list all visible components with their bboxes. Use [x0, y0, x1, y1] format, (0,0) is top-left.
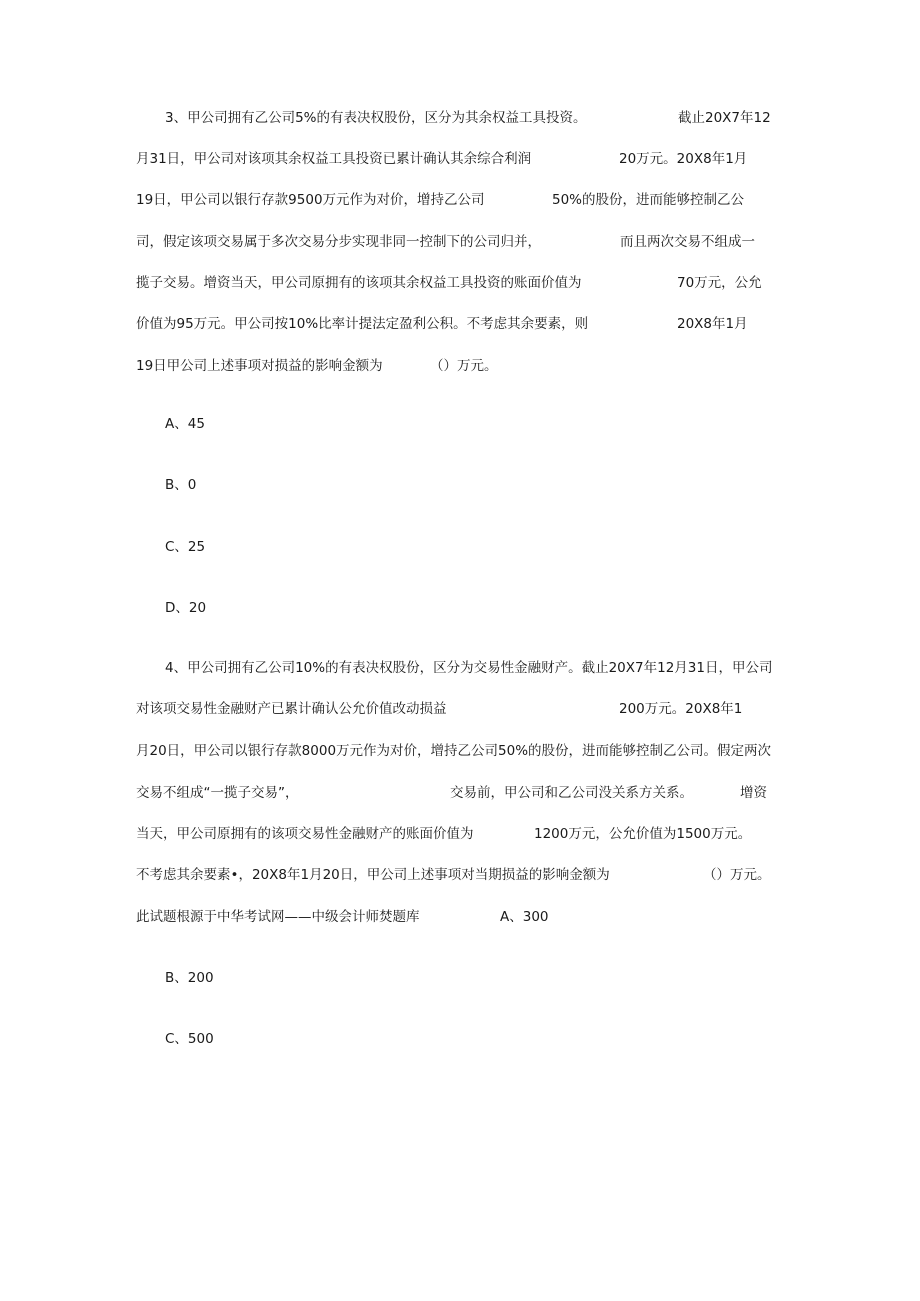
- q3-line-3: [0, 190, 920, 210]
- q4-line-6-b: （）万元。: [703, 867, 771, 883]
- q3-option-a: [0, 414, 920, 434]
- q4-line-5-b: 1200万元，公允价值为1500万元。: [534, 826, 752, 842]
- q4-source-note: 此试题根源于中华考试网——中级会计师焚题库: [136, 909, 420, 925]
- q4-option-b: [0, 968, 920, 988]
- q3-line-4-a: 司，假定该项交易属于多次交易分步实现非同一控制下的公司归并，: [136, 234, 541, 250]
- q3-line-1: [0, 108, 920, 128]
- q4-option-a-label: A、300: [500, 909, 549, 925]
- q4-line-5: [0, 824, 920, 844]
- q4-option-b-label: B、200: [165, 970, 214, 986]
- q3-option-c: [0, 537, 920, 557]
- q3-option-d-label: D、20: [165, 600, 207, 616]
- q3-line-7-b: （）万元。: [430, 358, 498, 374]
- q3-line-1-a: 3、甲公司拥有乙公司5%的有表决权股份，区分为其余权益工具投资。: [165, 110, 587, 126]
- q3-line-6-b: 20X8年1月: [677, 316, 748, 332]
- q3-line-7: [0, 356, 920, 376]
- q3-line-5: [0, 273, 920, 293]
- q3-line-4: [0, 232, 920, 252]
- q3-line-6: [0, 314, 920, 334]
- q3-line-2: [0, 149, 920, 169]
- q3-line-1-b: 截止20X7年12: [678, 110, 771, 126]
- q3-line-2-b: 20万元。20X8年1月: [619, 151, 748, 167]
- q4-line-1-a: 4、甲公司拥有乙公司10%的有表决权股份，区分为交易性金融财产。截止20X7年12月31日，甲公司: [165, 660, 773, 676]
- q4-line-6-a: 不考虑其余要素•，20X8年1月20日，甲公司上述事项对当期损益的影响金额为: [136, 867, 610, 883]
- q4-line-4-b: 交易前，甲公司和乙公司没关系方关系。: [450, 785, 693, 801]
- q4-line-7: [0, 907, 920, 927]
- q4-option-c-label: C、500: [165, 1031, 214, 1047]
- q3-line-3-a: 19日，甲公司以银行存款9500万元作为对价，增持乙公司: [136, 192, 485, 208]
- q3-line-4-b: 而且两次交易不组成一: [620, 234, 755, 250]
- q4-line-2-b: 200万元。20X8年1: [619, 701, 743, 717]
- q4-line-5-a: 当天，甲公司原拥有的该项交易性金融财产的账面价值为: [136, 826, 474, 842]
- q3-option-c-label: C、25: [165, 539, 206, 555]
- q3-option-b-label: B、0: [165, 477, 197, 493]
- q4-line-3: [0, 741, 920, 761]
- q3-option-d: [0, 598, 920, 618]
- q3-option-b: [0, 475, 920, 495]
- q3-line-6-a: 价值为95万元。甲公司按10%比率计提法定盈利公积。不考虑其余要素，则: [136, 316, 589, 332]
- q4-line-4: [0, 783, 920, 803]
- q3-line-3-b: 50%的股份，进而能够控制乙公: [552, 192, 745, 208]
- q4-line-4-a: 交易不组成“一揽子交易”，: [136, 785, 299, 801]
- q3-line-7-a: 19日甲公司上述事项对损益的影响金额为: [136, 358, 383, 374]
- q3-line-5-b: 70万元，公允: [677, 275, 762, 291]
- q4-option-c: [0, 1029, 920, 1049]
- q3-line-5-a: 揽子交易。增资当天，甲公司原拥有的该项其余权益工具投资的账面价值为: [136, 275, 582, 291]
- q4-line-4-c: 增资: [740, 785, 767, 801]
- q4-line-6: [0, 865, 920, 885]
- q4-line-2-a: 对该项交易性金融财产已累计确认公允价值改动损益: [136, 701, 447, 717]
- q4-line-1: [0, 658, 920, 678]
- q4-line-3-a: 月20日，甲公司以银行存款8000万元作为对价，增持乙公司50%的股份，进而能够控制乙公司。假定两次: [136, 743, 772, 759]
- q3-option-a-label: A、45: [165, 416, 205, 432]
- q3-line-2-a: 月31日，甲公司对该项其余权益工具投资已累计确认其余综合利润: [136, 151, 532, 167]
- q4-line-2: [0, 699, 920, 719]
